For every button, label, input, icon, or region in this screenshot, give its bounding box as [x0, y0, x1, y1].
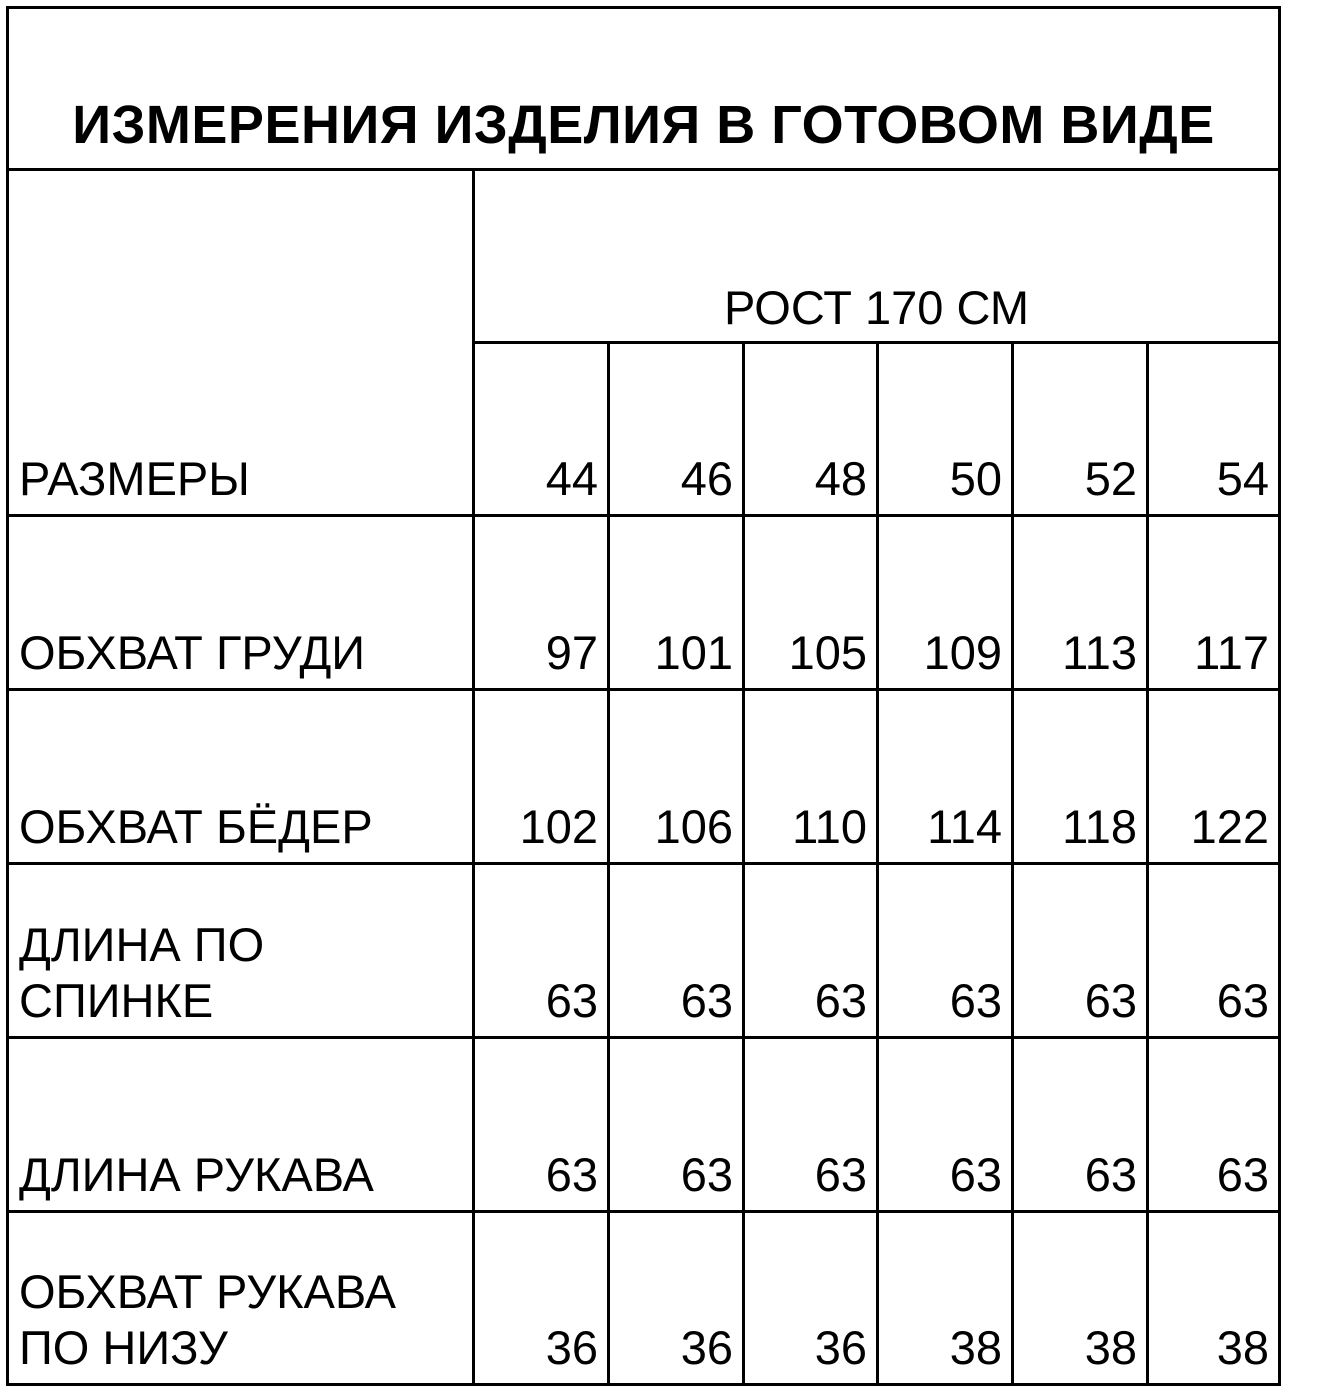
measurement-value: 63: [475, 865, 610, 1039]
measurement-value: 54: [1149, 344, 1278, 517]
measurement-value: 63: [745, 1039, 879, 1213]
row-label: [9, 344, 475, 514]
measurement-value: 36: [610, 1213, 745, 1383]
row-label-text: РАЗМЕРЫ: [19, 451, 250, 505]
measurement-value: 46: [610, 344, 745, 517]
measurement-value: 38: [879, 1213, 1014, 1383]
measurement-value: 50: [879, 344, 1014, 517]
row-label-text: ОБХВАТ ГРУДИ: [19, 625, 366, 679]
size-chart-table: [6, 6, 1281, 1386]
measurement-value: 118: [1014, 691, 1149, 865]
measurement-value: 63: [475, 1039, 610, 1213]
table-title: ИЗМЕРЕНИЯ ИЗДЕЛИЯ В ГОТОВОМ ВИДЕ: [9, 9, 1278, 171]
measurement-value: 63: [879, 865, 1014, 1039]
measurement-value: 117: [1149, 517, 1278, 691]
row-label: [9, 865, 475, 1039]
row-label-text: ОБХВАТ РУКАВА ПО НИЗУ: [19, 1265, 396, 1374]
measurement-value: 38: [1014, 1213, 1149, 1383]
measurement-value: 102: [475, 691, 610, 865]
measurement-value: 44: [475, 344, 610, 517]
row-label-text: ДЛИНА РУКАВА: [19, 1147, 374, 1201]
measurement-value: 63: [610, 865, 745, 1039]
measurement-value: 109: [879, 517, 1014, 691]
measurement-value: 48: [745, 344, 879, 517]
measurement-value: 63: [1014, 1039, 1149, 1213]
measurement-value: 36: [475, 1213, 610, 1383]
measurement-value: 63: [1149, 1039, 1278, 1213]
measurement-value: 38: [1216, 1320, 1269, 1374]
measurement-value: 63: [1014, 865, 1149, 1039]
row-label: [9, 517, 475, 691]
measurement-value: 113: [1014, 517, 1149, 691]
measurement-value: 97: [475, 517, 610, 691]
measurement-value: 101: [610, 517, 745, 691]
measurement-value: 36: [745, 1213, 879, 1383]
measurement-value: 114: [879, 691, 1014, 865]
row-label: [9, 1039, 475, 1213]
row-label: [9, 1213, 475, 1383]
row-label-text: ДЛИНА ПО СПИНКЕ: [19, 918, 265, 1027]
row-label: [9, 691, 475, 865]
measurement-value: 63: [879, 1039, 1014, 1213]
measurement-value: 110: [745, 691, 879, 865]
height-header: РОСТ 170 СМ: [475, 171, 1278, 344]
measurement-value: 63: [745, 865, 879, 1039]
measurement-value: 63: [610, 1039, 745, 1213]
measurement-value: 63: [1149, 865, 1278, 1039]
measurement-value: 105: [745, 517, 879, 691]
measurement-value: 122: [1149, 691, 1278, 865]
measurement-value: 106: [610, 691, 745, 865]
measurement-value: 52: [1014, 344, 1149, 517]
row-label-text: ОБХВАТ БЁДЕР: [19, 799, 373, 853]
